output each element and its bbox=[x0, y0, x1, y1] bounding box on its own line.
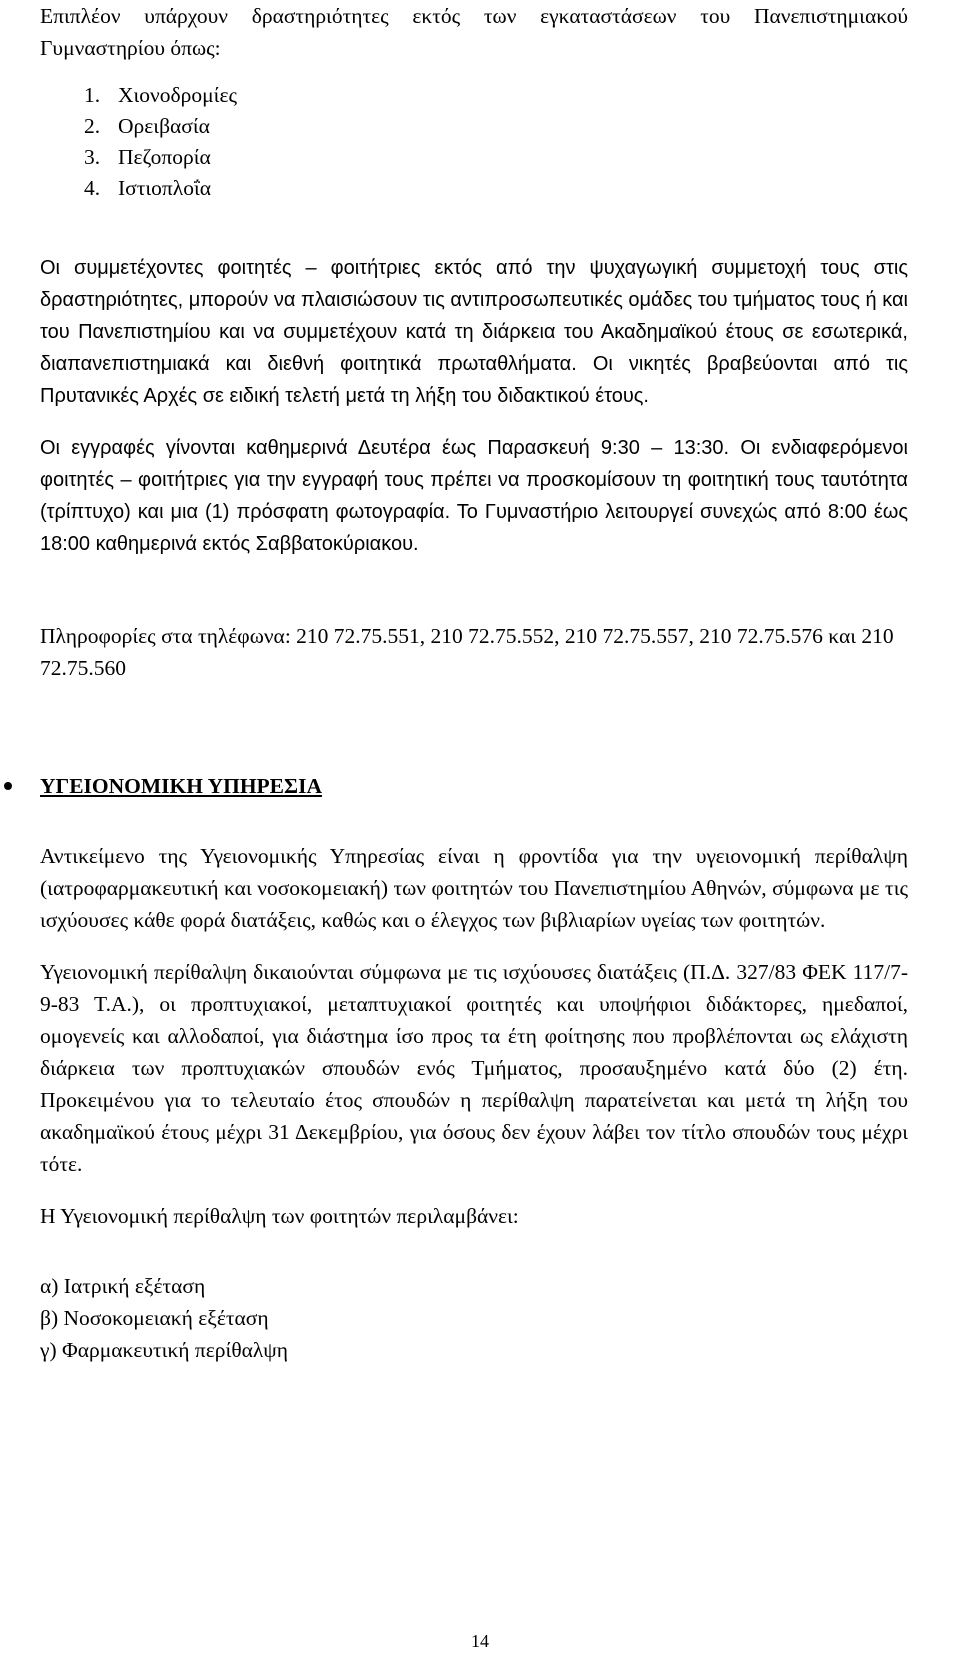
info-paragraph: Πληροφορίες στα τηλέφωνα: 210 72.75.551, 210 72.75.552, 210 72.75.557, 210 72.75.576 και 210 72.75.560 bbox=[40, 624, 894, 680]
registration-hours-text: Οι εγγραφές γίνονται καθημερινά Δευτέρα έως Παρασκευή 9:30 – 13:30. bbox=[40, 437, 730, 459]
teams-paragraph bbox=[40, 252, 908, 412]
list-item: α) Ιατρική εξέταση bbox=[40, 1274, 206, 1298]
list-item bbox=[40, 80, 908, 111]
list-label: Ορειβασία bbox=[118, 114, 210, 138]
list-number: 1. bbox=[84, 83, 101, 107]
section-heading: ΥΓΕΙΟΝΟΜΙΚΗ ΥΠΗΡΕΣΙΑ bbox=[40, 774, 322, 798]
page-number: 14 bbox=[471, 1631, 489, 1651]
list-number: 4. bbox=[84, 176, 101, 200]
list-label: Πεζοπορία bbox=[118, 145, 211, 169]
list-item bbox=[40, 111, 908, 142]
health-paragraph-1: Αντικείμενο της Υγειονομικής Υπηρεσίας είναι η φροντίδα για την υγειονομική περίθαλψη (ιατροφαρμακευτική και νοσοκομειακή) των φοιτητών του Πανεπιστημίου Αθηνών, σύμφωνα με τις ισχύουσες κάθε φορά διατάξεις, καθώς και ο έλεγχος των βιβλιαρίων υγείας των φοιτητών. bbox=[40, 844, 908, 932]
list-number: 3. bbox=[84, 145, 101, 169]
health-items-list bbox=[40, 1270, 908, 1366]
list-label: Ιστιοπλοΐα bbox=[118, 176, 212, 200]
bullet-icon bbox=[4, 782, 12, 790]
list-label: Χιονοδρομίες bbox=[118, 83, 237, 107]
list-item: γ) Φαρμακευτική περίθαλψη bbox=[40, 1338, 289, 1362]
health-section-header bbox=[40, 770, 908, 802]
activities-list bbox=[40, 80, 908, 204]
awards-text: Οι νικητές βραβεύονται από τις Πρυτανικές Αρχές σε ειδική τελετή μετά τη λήξη του διδακτικού έτους. bbox=[40, 353, 908, 407]
health-paragraph-3: Η Υγειονομική περίθαλψη των φοιτητών περιλαμβάνει: bbox=[40, 1204, 519, 1228]
list-number: 2. bbox=[84, 114, 101, 138]
registration-paragraph bbox=[40, 432, 908, 560]
list-item bbox=[40, 173, 908, 204]
document-page bbox=[40, 0, 908, 1366]
list-item: β) Νοσοκομειακή εξέταση bbox=[40, 1306, 269, 1330]
registration-details-text: Οι ενδιαφερόμενοι φοιτητές – φοιτήτριες για την εγγραφή τους πρέπει να προσκομίσουν τη φοιτητική τους ταυτότητα (τρίπτυχο) και μια (1) πρόσφατη φωτογραφία. Το Γυμναστήριο λειτουργεί συνεχώς από 8:00 έως 18:00 καθημερινά εκτός Σαββατοκύριακου. bbox=[40, 437, 908, 555]
teams-text: Οι συμμετέχοντες φοιτητές – φοιτήτριες εκτός από την ψυχαγωγική συμμετοχή τους στις δραστηριότητες, μπορούν να πλαισιώσουν τις αντιπροσωπευτικές ομάδες του τμήματος τους ή και του Πανεπιστημίου και να συμμετέχουν κατά τη διάρκεια του Ακαδημαϊκού έτους σε εσωτερικά, διαπανεπιστημιακά και διεθνή φοιτητικά πρωταθλήματα. bbox=[40, 257, 908, 375]
health-paragraph-2: Υγειονομική περίθαλψη δικαιούνται σύμφωνα με τις ισχύουσες διατάξεις (Π.Δ. 327/83 ΦΕΚ 117/7-9-83 Τ.Α.), οι προπτυχιακοί, μεταπτυχιακοί φοιτητές και υποψήφιοι διδάκτορες, ημεδαποί, ομογενείς και αλλοδαποί, για διάστημα ίσο προς τα έτη φοίτησης που προβλέπονται ως ελάχιστη διάρκεια των προπτυχιακών σπουδών ενός Τμήματος, προσαυξημένο κατά δύο (2) έτη. Προκειμένου για το τελευταίο έτος σπουδών η περίθαλψη παρατείνεται και μετά τη λήξη του ακαδημαϊκού έτους μέχρι 31 Δεκεμβρίου, για όσους δεν έχουν λάβει τον τίτλο σπουδών τους μέχρι τότε. bbox=[40, 960, 908, 1176]
intro-paragraph: Επιπλέον υπάρχουν δραστηριότητες εκτός των εγκαταστάσεων του Πανεπιστημιακού Γυμναστηρίου όπως: bbox=[40, 4, 908, 60]
list-item bbox=[40, 142, 908, 173]
